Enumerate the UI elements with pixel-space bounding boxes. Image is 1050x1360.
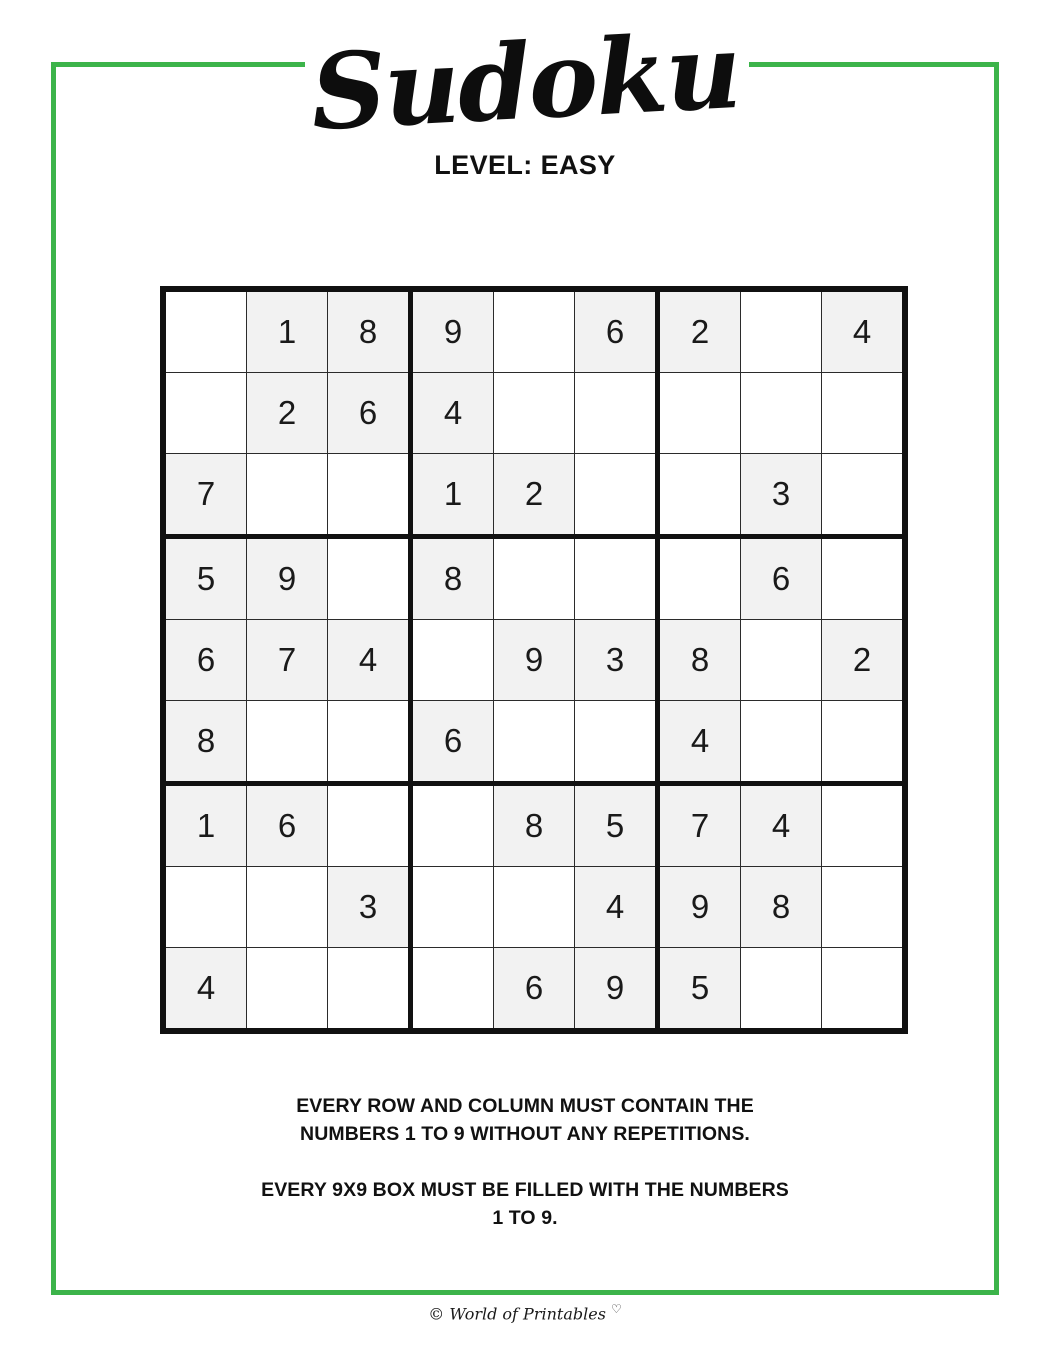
sudoku-row xyxy=(163,701,905,784)
sudoku-cell-given[interactable]: 5 xyxy=(658,948,741,1032)
sudoku-cell-given[interactable]: 8 xyxy=(494,784,575,867)
sudoku-grid-body xyxy=(163,289,905,1031)
difficulty-label: LEVEL: EASY xyxy=(434,150,616,180)
instruction-line-1: EVERY ROW AND COLUMN MUST CONTAIN THE xyxy=(296,1095,754,1117)
sudoku-cell-empty[interactable] xyxy=(328,948,411,1032)
sudoku-cell-given[interactable]: 5 xyxy=(163,537,247,620)
sudoku-cell-empty[interactable] xyxy=(741,289,822,373)
credit-text: World of Printables xyxy=(449,1304,606,1324)
sudoku-row xyxy=(163,784,905,867)
sudoku-cell-empty[interactable] xyxy=(411,867,494,948)
sudoku-cell-empty[interactable] xyxy=(822,867,906,948)
sudoku-cell-given[interactable]: 6 xyxy=(247,784,328,867)
sudoku-cell-empty[interactable] xyxy=(658,537,741,620)
sudoku-cell-given[interactable]: 9 xyxy=(494,620,575,701)
sudoku-cell-empty[interactable] xyxy=(247,867,328,948)
sudoku-row xyxy=(163,373,905,454)
sudoku-cell-empty[interactable] xyxy=(411,620,494,701)
sudoku-cell-empty[interactable] xyxy=(247,701,328,784)
sudoku-cell-given[interactable]: 7 xyxy=(247,620,328,701)
sudoku-row xyxy=(163,289,905,373)
sudoku-cell-given[interactable]: 3 xyxy=(741,454,822,537)
sudoku-cell-given[interactable]: 9 xyxy=(575,948,658,1032)
sudoku-cell-given[interactable]: 7 xyxy=(163,454,247,537)
sudoku-cell-given[interactable]: 2 xyxy=(247,373,328,454)
sudoku-cell-empty[interactable] xyxy=(741,373,822,454)
sudoku-cell-given[interactable]: 9 xyxy=(658,867,741,948)
sudoku-row xyxy=(163,620,905,701)
sudoku-cell-empty[interactable] xyxy=(822,948,906,1032)
sudoku-cell-empty[interactable] xyxy=(163,867,247,948)
sudoku-cell-given[interactable]: 4 xyxy=(163,948,247,1032)
sudoku-cell-empty[interactable] xyxy=(494,373,575,454)
page-header xyxy=(0,8,1050,181)
sudoku-cell-empty[interactable] xyxy=(328,537,411,620)
sudoku-cell-empty[interactable] xyxy=(658,373,741,454)
sudoku-cell-given[interactable]: 6 xyxy=(163,620,247,701)
sudoku-cell-given[interactable]: 9 xyxy=(247,537,328,620)
sudoku-cell-given[interactable]: 2 xyxy=(822,620,906,701)
sudoku-cell-empty[interactable] xyxy=(328,454,411,537)
sudoku-cell-given[interactable]: 6 xyxy=(575,289,658,373)
sudoku-cell-given[interactable]: 8 xyxy=(411,537,494,620)
sudoku-cell-empty[interactable] xyxy=(741,701,822,784)
sudoku-cell-empty[interactable] xyxy=(575,701,658,784)
sudoku-cell-empty[interactable] xyxy=(328,784,411,867)
instruction-line-4: 1 TO 9. xyxy=(492,1206,558,1229)
sudoku-cell-given[interactable]: 2 xyxy=(494,454,575,537)
heart-icon: ♡ xyxy=(611,1302,622,1316)
sudoku-cell-empty[interactable] xyxy=(575,373,658,454)
sudoku-cell-given[interactable]: 6 xyxy=(328,373,411,454)
instruction-line-3: EVERY 9X9 BOX MUST BE FILLED WITH THE NUMBERS xyxy=(261,1178,789,1201)
sudoku-cell-given[interactable]: 8 xyxy=(741,867,822,948)
sudoku-cell-empty[interactable] xyxy=(741,620,822,701)
sudoku-cell-empty[interactable] xyxy=(163,373,247,454)
page-title: Sudoku xyxy=(307,8,743,155)
sudoku-cell-given[interactable]: 1 xyxy=(247,289,328,373)
sudoku-grid[interactable] xyxy=(160,286,908,1034)
sudoku-cell-given[interactable]: 2 xyxy=(658,289,741,373)
sudoku-cell-given[interactable]: 4 xyxy=(822,289,906,373)
sudoku-cell-given[interactable]: 8 xyxy=(163,701,247,784)
sudoku-cell-given[interactable]: 4 xyxy=(575,867,658,948)
sudoku-cell-empty[interactable] xyxy=(741,948,822,1032)
sudoku-cell-given[interactable]: 6 xyxy=(741,537,822,620)
sudoku-cell-empty[interactable] xyxy=(658,454,741,537)
sudoku-cell-given[interactable]: 4 xyxy=(411,373,494,454)
instructions xyxy=(0,1092,1050,1232)
instruction-paragraph-2 xyxy=(0,1176,1050,1233)
sudoku-cell-empty[interactable] xyxy=(247,948,328,1032)
sudoku-cell-given[interactable]: 8 xyxy=(658,620,741,701)
copyright-icon: © xyxy=(428,1304,445,1324)
sudoku-cell-empty[interactable] xyxy=(494,701,575,784)
sudoku-cell-given[interactable]: 5 xyxy=(575,784,658,867)
sudoku-cell-given[interactable]: 6 xyxy=(494,948,575,1032)
sudoku-cell-empty[interactable] xyxy=(494,289,575,373)
sudoku-cell-empty[interactable] xyxy=(411,784,494,867)
sudoku-cell-empty[interactable] xyxy=(494,537,575,620)
sudoku-row xyxy=(163,454,905,537)
sudoku-cell-empty[interactable] xyxy=(328,701,411,784)
sudoku-cell-given[interactable]: 1 xyxy=(163,784,247,867)
sudoku-cell-given[interactable]: 4 xyxy=(658,701,741,784)
sudoku-row xyxy=(163,867,905,948)
sudoku-cell-empty[interactable] xyxy=(822,537,906,620)
sudoku-row xyxy=(163,948,905,1032)
sudoku-row xyxy=(163,537,905,620)
sudoku-cell-empty[interactable] xyxy=(822,701,906,784)
footer-credit xyxy=(0,1302,1050,1323)
sudoku-cell-empty[interactable] xyxy=(575,454,658,537)
sudoku-grid-container xyxy=(160,286,890,1017)
sudoku-cell-given[interactable]: 4 xyxy=(741,784,822,867)
sudoku-cell-given[interactable]: 1 xyxy=(411,454,494,537)
sudoku-cell-given[interactable]: 6 xyxy=(411,701,494,784)
sudoku-cell-given[interactable]: 3 xyxy=(575,620,658,701)
sudoku-cell-given[interactable]: 3 xyxy=(328,867,411,948)
sudoku-cell-given[interactable]: 8 xyxy=(328,289,411,373)
instruction-line-2: NUMBERS 1 TO 9 WITHOUT ANY REPETITIONS. xyxy=(300,1123,750,1146)
sudoku-cell-empty[interactable] xyxy=(822,784,906,867)
instruction-paragraph-1 xyxy=(0,1092,1050,1149)
sudoku-cell-given[interactable]: 7 xyxy=(658,784,741,867)
sudoku-cell-empty[interactable] xyxy=(822,454,906,537)
sudoku-cell-given[interactable]: 9 xyxy=(411,289,494,373)
sudoku-cell-empty[interactable] xyxy=(163,289,247,373)
sudoku-cell-given[interactable]: 4 xyxy=(328,620,411,701)
sudoku-cell-empty[interactable] xyxy=(494,867,575,948)
sudoku-cell-empty[interactable] xyxy=(575,537,658,620)
frame-edge-bottom xyxy=(51,1290,999,1295)
sudoku-cell-empty[interactable] xyxy=(822,373,906,454)
sudoku-cell-empty[interactable] xyxy=(411,948,494,1032)
sudoku-cell-empty[interactable] xyxy=(247,454,328,537)
